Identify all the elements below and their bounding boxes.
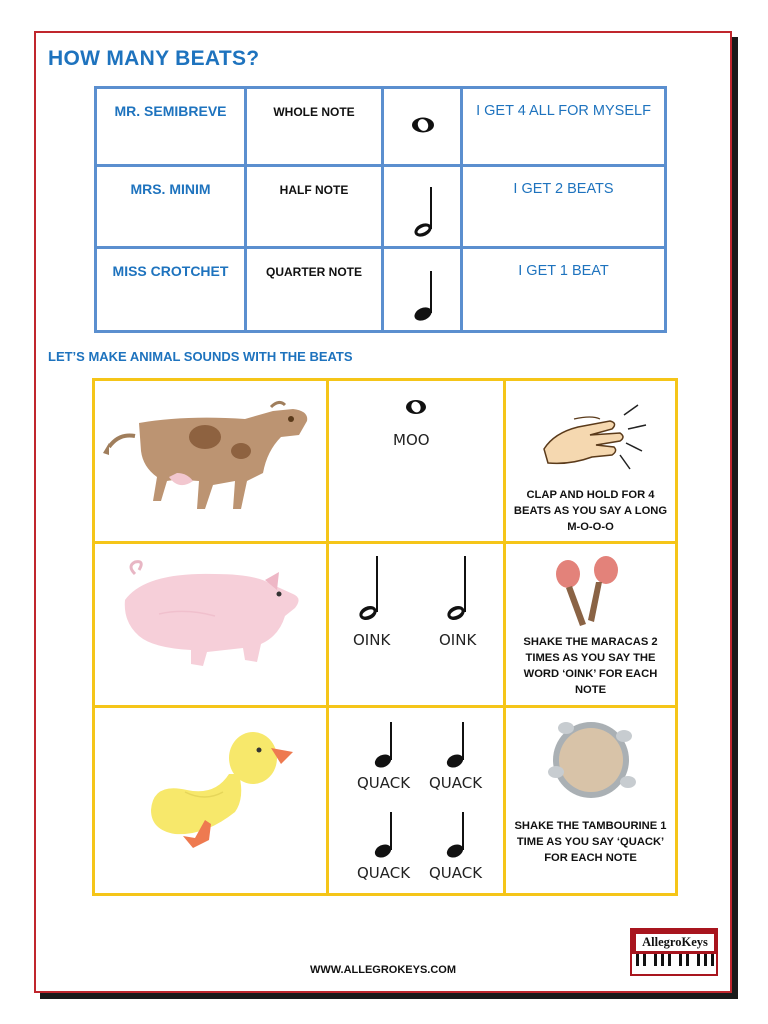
note-type: QUARTER NOTE — [246, 248, 383, 332]
animal-image-cell — [94, 543, 328, 707]
tambourine-image — [536, 714, 646, 806]
half-note-icon — [387, 167, 457, 241]
quarter-note-icon — [369, 810, 399, 862]
table-row — [94, 707, 677, 895]
table-row — [96, 248, 666, 332]
animal-sound-label: OINK — [353, 631, 391, 649]
animal-sound-label: QUACK — [429, 774, 483, 792]
table-row — [96, 88, 666, 166]
note-type: WHOLE NOTE — [246, 88, 383, 166]
action-instruction: CLAP AND HOLD FOR 4 BEATS AS YOU SAY A LONG M-O-O-O — [513, 489, 668, 533]
duck-image — [95, 708, 326, 888]
note-character-name: MRS. MINIM — [96, 166, 246, 248]
note-character-name: MR. SEMIBREVE — [96, 88, 246, 166]
animal-sound-label: OINK — [439, 631, 477, 649]
page-title: HOW MANY BEATS? — [48, 47, 260, 70]
table-row — [94, 543, 677, 707]
quarter-note-icon — [369, 720, 399, 772]
animal-sounds-grid — [92, 378, 678, 896]
section-subheading: LET’S MAKE ANIMAL SOUNDS WITH THE BEATS — [48, 349, 353, 364]
animal-image-cell — [94, 380, 328, 543]
worksheet-page — [34, 31, 732, 993]
table-row — [96, 166, 666, 248]
rhythm-cell — [328, 543, 505, 707]
quarter-note-icon — [441, 810, 471, 862]
note-symbol-cell — [383, 88, 462, 166]
note-beats-text: I GET 2 BEATS — [462, 166, 666, 248]
quarter-note-icon — [441, 720, 471, 772]
animal-sound-label: QUACK — [357, 774, 411, 792]
rhythm-cell — [328, 380, 505, 543]
note-type: HALF NOTE — [246, 166, 383, 248]
action-cell — [505, 380, 677, 543]
whole-note-icon — [401, 397, 431, 417]
action-cell — [505, 707, 677, 895]
rhythm-cell — [328, 707, 505, 895]
note-beats-text: I GET 1 BEAT — [462, 248, 666, 332]
table-row — [94, 380, 677, 543]
note-symbol-cell — [383, 166, 462, 248]
note-symbol-cell — [383, 248, 462, 332]
action-cell — [505, 543, 677, 707]
cow-image — [95, 381, 326, 536]
animal-sound-label: MOO — [393, 431, 430, 449]
half-note-icon — [355, 554, 385, 624]
logo-text: AllegroKeys — [634, 932, 716, 953]
maracas-image — [546, 552, 636, 634]
quarter-note-icon — [387, 249, 457, 325]
animal-sound-label: QUACK — [357, 864, 411, 882]
half-note-icon — [443, 554, 473, 624]
whole-note-icon — [387, 89, 457, 159]
animal-image-cell — [94, 707, 328, 895]
action-instruction: SHAKE THE MARACAS 2 TIMES AS YOU SAY THE WORD ‘OINK’ FOR EACH NOTE — [523, 636, 658, 696]
action-instruction: SHAKE THE TAMBOURINE 1 TIME AS YOU SAY ‘QUACK’ FOR EACH NOTE — [514, 820, 667, 864]
note-character-name: MISS CROTCHET — [96, 248, 246, 332]
footer-url[interactable]: WWW.ALLEGROKEYS.COM — [309, 964, 457, 976]
note-values-table — [94, 86, 667, 333]
animal-sound-label: QUACK — [429, 864, 483, 882]
pig-image — [95, 544, 326, 700]
note-beats-text: I GET 4 ALL FOR MYSELF — [462, 88, 666, 166]
clapping-hands-image — [534, 389, 654, 489]
